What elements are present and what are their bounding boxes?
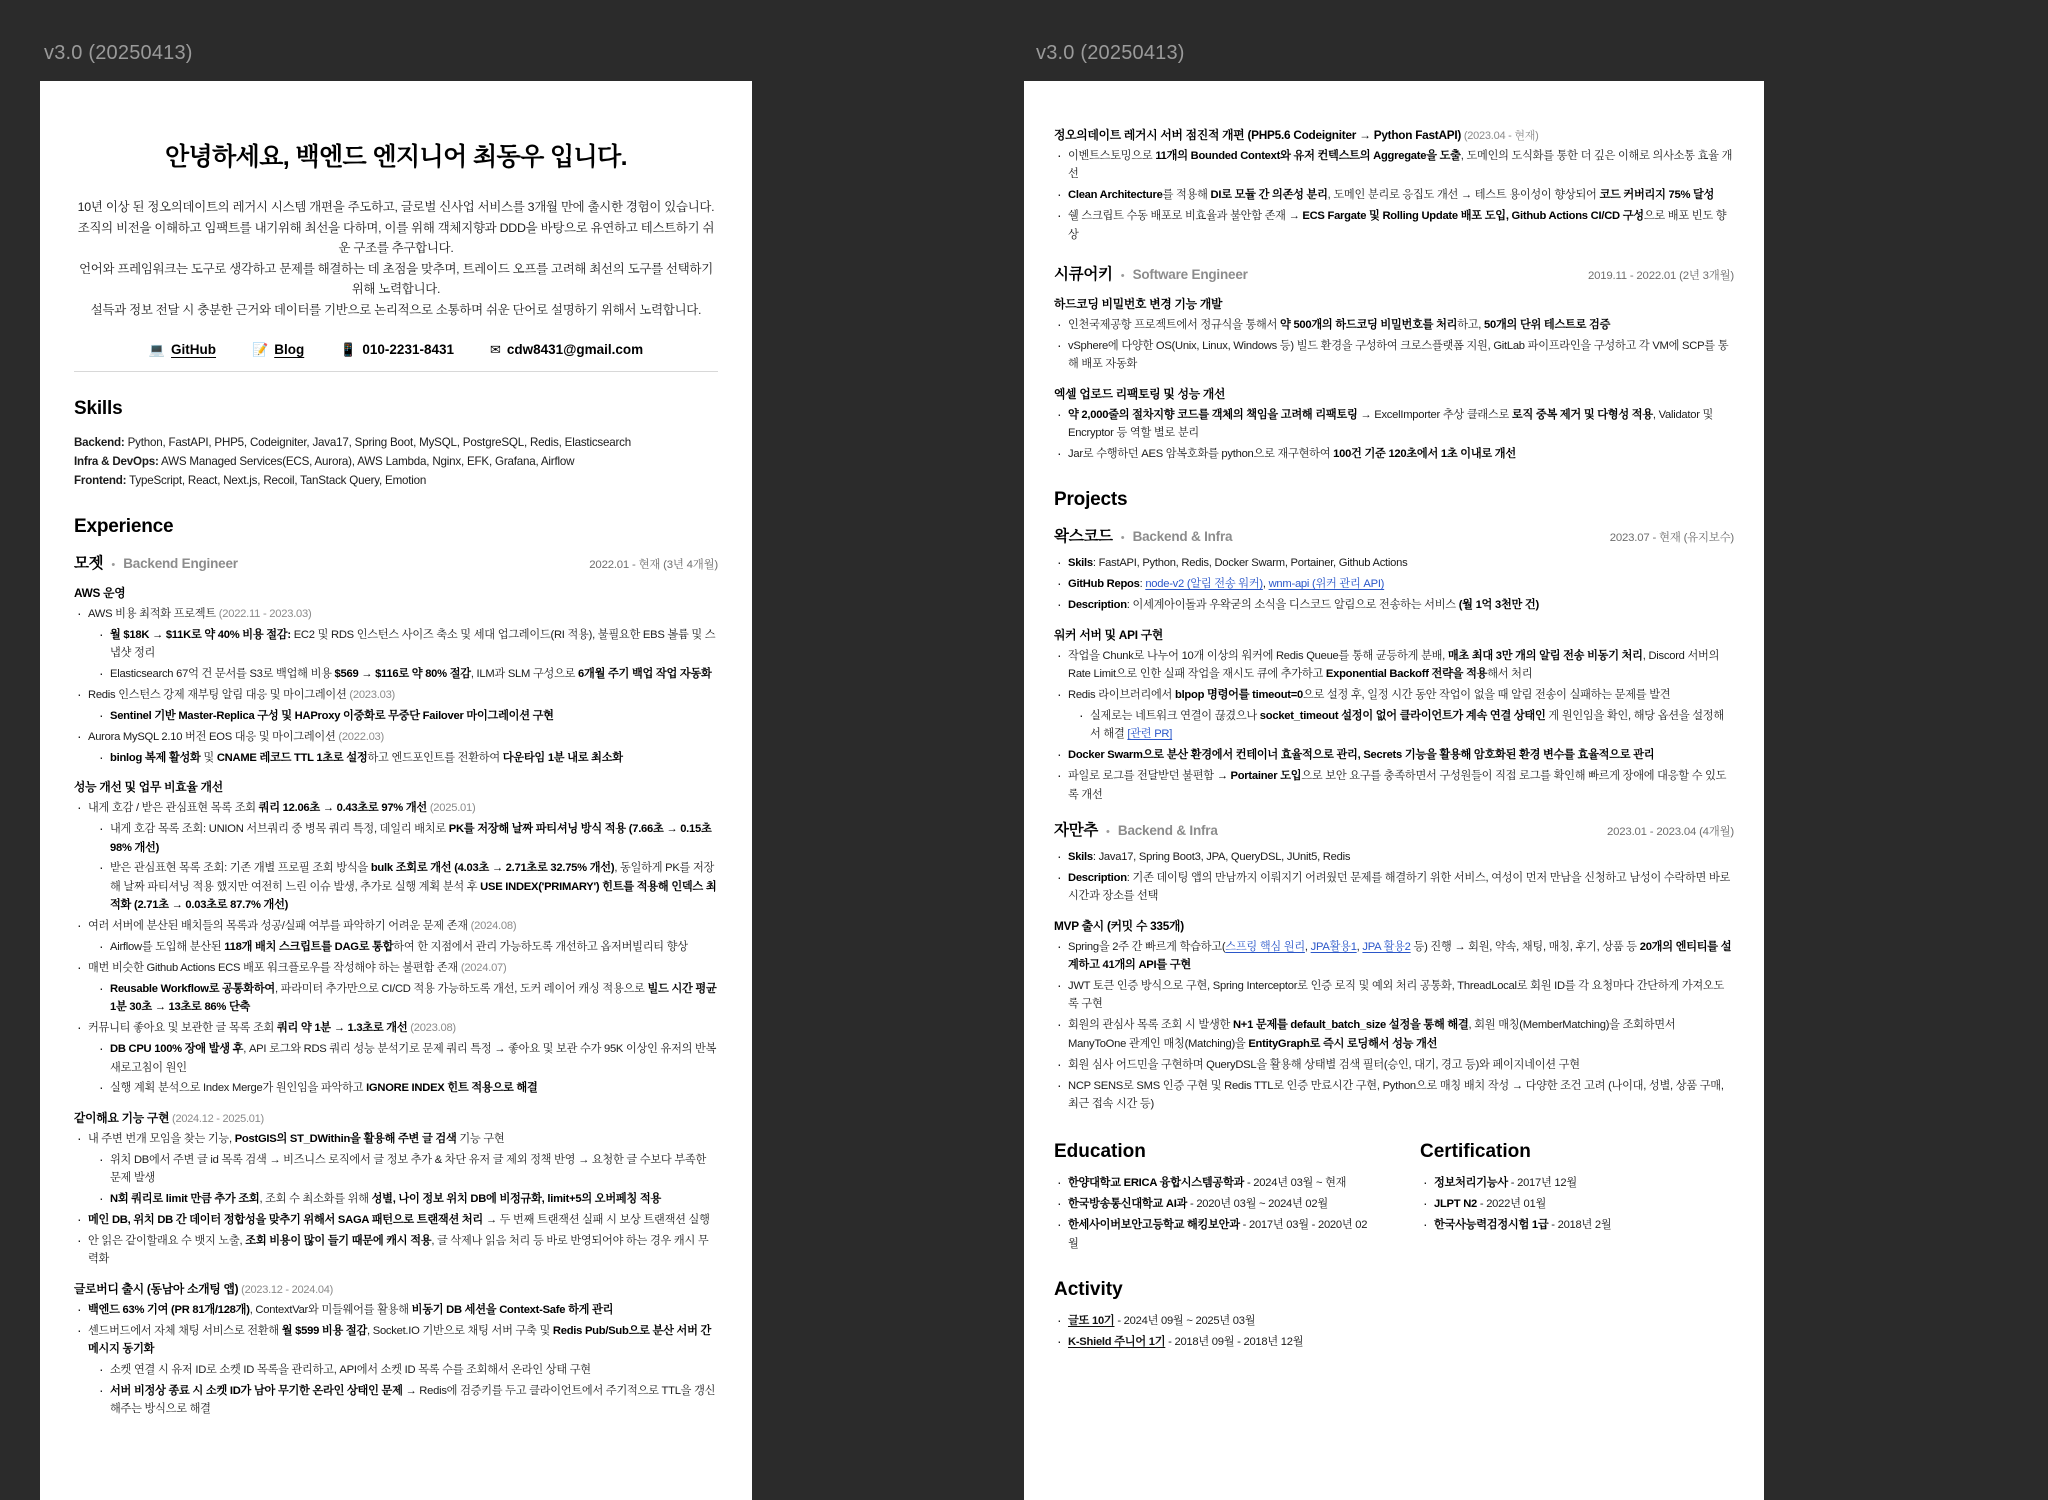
section-heading-certification: Certification [1420,1141,1531,1163]
list-item: · Description: 이세계아이돌과 우왁굳의 소식을 디스코드 알림으로 전송하는 서비스 (월 1억 3천만 건) [1054,596,1734,614]
list-item: · Skils: Java17, Spring Boot3, JPA, QueryDSL, JUnit5, Redis [1054,848,1734,866]
list-item: · Sentinel 기반 Master-Replica 구성 및 HAProxy 이중화로 무중단 Failover 마이그레이션 구현 [96,707,718,725]
bullet-separator-icon: • [111,559,116,571]
list-item: · 내게 호감 / 받은 관심표현 목록 조회 쿼리 12.06초 → 0.43초로 97% 개선 (2025.01) [74,799,718,817]
group-title: 하드코딩 비밀번호 변경 기능 개발 [1054,297,1223,312]
repo-link-node-v2[interactable]: node-v2 (알림 전송 워커) [1145,578,1263,591]
project-name: 왁스코드 [1054,528,1113,546]
list-item: · 작업을 Chunk로 나누어 10개 이상의 워커에 Redis Queue를 통해 균등하게 분배, 매초 최대 3만 개의 알림 전송 비동기 처리, Discord 서버의 Rate Limit으로 인한 실패 작업을 재시도 큐에 추가하고 Exponential Backoff 전략을 적용해서 처리 [1054,647,1734,684]
company-name: 시큐어키 [1054,266,1113,284]
list-item: · 여러 서버에 분산된 배치들의 목록과 성공/실패 여부를 파악하기 어려운 문제 존재 (2024.08) [74,917,718,935]
list-item: · Clean Architecture를 적용해 DI로 모듈 간 의존성 분리, 도메인 분리로 응집도 개선 → 테스트 용이성이 향상되어 코드 커버리지 75% 달성 [1054,186,1734,204]
project-date: 2023.01 - 2023.04 (4개월) [1607,825,1734,838]
section-heading-experience: Experience [74,516,174,537]
resume-sheet-page-2 [1024,81,1764,1500]
list-item: · JWT 토큰 인증 방식으로 구현, Spring Interceptor로 인증 로직 및 예외 처리 공통화, ThreadLocal로 회원 ID를 각 요청마다 간단하게 가져오도록 구현 [1054,977,1734,1014]
list-item: · Skils: FastAPI, Python, Redis, Docker Swarm, Portainer, Github Actions [1054,554,1734,572]
section-heading-activity: Activity [1054,1279,1123,1301]
bullet-list [96,707,718,725]
list-item: · 실행 계획 분석으로 Index Merge가 원인임을 파악하고 IGNORE INDEX 힌트 적용으로 해결 [96,1079,718,1097]
list-item: · AWS 비용 최적화 프로젝트 (2022.11 - 2023.03) [74,605,718,623]
list-item: · 회원 심사 어드민을 구현하며 QueryDSL을 활용해 상태별 검색 필터(승인, 대기, 경고 등)와 페이지네이션 구현 [1054,1056,1734,1074]
bullet-list [1054,1174,1368,1253]
course-link-spring[interactable]: 스프링 핵심 원리 [1225,940,1305,953]
list-item: · 매번 비슷한 Github Actions ECS 배포 워크플로우를 작성해야 하는 불편함 존재 (2024.07) [74,959,718,977]
skill-row-frontend [74,471,718,490]
list-item: · 서버 비정상 종료 시 소켓 ID가 남아 무기한 온라인 상태인 문제 → Redis에 검증키를 두고 클라이언트에서 주기적으로 TTL을 갱신해주는 방식으로 해결 [96,1382,718,1419]
header-divider [74,371,718,372]
intro-paragraph [74,197,718,320]
education-certification-row [1054,1117,1734,1255]
bullet-list [96,980,718,1017]
activity-link-kshield[interactable]: K-Shield 주니어 1기 [1068,1336,1166,1349]
list-item: · 쉘 스크립트 수동 배포로 비효율과 불안함 존재 → ECS Fargate 및 Rolling Update 배포 도입, Github Actions CI/CD 구성으로 배포 빈도 향상 [1054,207,1734,244]
list-item: · 내게 호감 목록 조회: UNION 서브쿼리 중 병목 쿼리 특정, 데일리 배치로 PK를 저장해 날짜 파티셔닝 방식 적용 (7.66초 → 0.15초 98% 개선) [96,820,718,857]
list-item: · 한양대학교 ERICA 융합시스템공학과 - 2024년 03월 ~ 현재 [1054,1174,1368,1192]
experience-company-header [74,551,718,573]
certification-block [1420,1117,1734,1255]
list-item: · Redis 인스턴스 강제 재부팅 알림 대응 및 마이그레이션 (2023.03) [74,686,718,704]
bullet-list [1054,147,1734,244]
contact-email [490,342,643,357]
list-item: · 인천국제공항 프로젝트에서 정규식을 통해서 약 500개의 하드코딩 비밀번호를 처리하고, 50개의 단위 테스트로 검증 [1054,316,1734,334]
section-heading-education: Education [1054,1141,1146,1163]
intro-line: 설득과 정보 전달 시 충분한 근거와 데이터를 기반으로 논리적으로 소통하며 쉬운 단어로 설명하기 위해서 노력합니다. [90,302,702,317]
list-item: · 커뮤니티 좋아요 및 보관한 글 목록 조회 쿼리 약 1분 → 1.3초로 개선 (2023.08) [74,1019,718,1037]
contact-row [74,342,718,357]
bullet-list [74,1301,718,1419]
list-item: · 안 읽은 같이할래요 수 뱃지 노출, 조회 비용이 많이 들기 때문에 캐시 적용, 글 삭제나 읽음 처리 등 바로 반영되어야 하는 경우 캐시 무력화 [74,1232,718,1269]
course-link-jpa1[interactable]: JPA활용1 [1310,940,1357,953]
list-item: · binlog 복제 활성화 및 CNAME 레코드 TTL 1초로 설정하고 엔드포인트를 전환하여 다운타임 1분 내로 최소화 [96,749,718,767]
company-name: 모젯 [74,555,104,572]
company-date: 2019.11 - 2022.01 (2년 3개월) [1587,270,1734,283]
bullet-list [96,626,718,684]
group-title: 정오의데이트 레거시 서버 점진적 개편 (PHP5.6 Codeigniter → Python FastAPI) (2023.04 - 현재) [1054,128,1539,142]
group-title: 글로버디 출시 (동남아 소개팅 앱) (2023.12 - 2024.04) [74,1281,334,1296]
bullet-list [74,605,718,767]
bullet-list [1420,1174,1734,1234]
bullet-list [1054,316,1734,374]
section-heading-skills: Skills [74,398,123,419]
list-item: · NCP SENS로 SMS 인증 구현 및 Redis TTL로 인증 만료시간 구현, Python으로 매칭 배치 작성 → 다양한 조건 고려 (나이대, 성별, 상품 구매, 최근 접속 시간 등) [1054,1077,1734,1114]
company-date: 2022.01 - 현재 (3년 4개월) [589,559,718,571]
blog-link-label[interactable]: Blog [274,342,305,357]
memo-icon: 📝 [252,342,269,357]
list-item: · 백엔드 63% 기여 (PR 81개/128개), ContextVar와 미들웨어를 활용해 비동기 DB 세션을 Context-Safe 하게 관리 [74,1301,718,1319]
bullet-separator-icon: • [1120,270,1125,283]
page-right [1024,0,2048,1500]
bullet-list [96,938,718,956]
group-title: 같이해요 기능 구현 (2024.12 - 2025.01) [74,1110,264,1125]
list-item: · Jar로 수행하던 AES 암복호화를 python으로 재구현하여 100건 기준 120초에서 1초 이내로 개선 [1054,445,1734,463]
group-title: AWS 운영 [74,586,126,600]
group-title: MVP 출시 (커밋 수 335개) [1054,918,1184,933]
company-role: Software Engineer [1132,267,1248,283]
list-item: · Docker Swarm으로 분산 환경에서 컨테이너 효율적으로 관리, Secrets 기능을 활용해 암호화된 환경 변수를 효율적으로 관리 [1054,746,1734,764]
skill-value: TypeScript, React, Next.js, Recoil, TanStack Query, Emotion [126,474,427,487]
list-item: · vSphere에 다양한 OS(Unix, Linux, Windows 등) 빌드 환경을 구성하여 크로스플랫폼 지원, GitLab 파이프라인을 구성하고 각 VM에 SCP를 통해 배포 자동화 [1054,337,1734,374]
list-item: · GitHub Repos: node-v2 (알림 전송 워커), wnm-api (위커 관리 API) [1054,575,1734,593]
repo-link-wnm-api[interactable]: wnm-api (위커 관리 API) [1268,578,1385,591]
github-link-label[interactable]: GitHub [171,342,217,357]
project-header [1054,524,1734,546]
skill-row-backend [74,433,718,452]
list-item: · 회원의 관심사 목록 조회 시 발생한 N+1 문제를 default_batch_size 설정을 통해 해결, 회원 매칭(MemberMatching)을 조회하면서 ManyToOne 관계인 매칭(Matching)을 EntityGraph로 즉시 로딩해서 성능 개선 [1054,1016,1734,1053]
group-title: 워커 서버 및 API 구현 [1054,627,1164,642]
list-item: · Description: 기존 데이팅 앱의 만남까지 이뤄지기 어려웠던 문제를 해결하기 위한 서비스, 여성이 먼저 만남을 신청하고 남성이 수락하면 바로 시간과 장소를 선택 [1054,869,1734,906]
envelope-icon: ✉ [490,342,501,357]
project-role: Backend & Infra [1132,529,1233,545]
bullet-list [1076,707,1734,744]
education-block [1054,1117,1368,1255]
list-item: · 한국방송통신대학교 AI과 - 2020년 03월 ~ 2024년 02월 [1054,1195,1368,1213]
intro-line: 10년 이상 된 정오의데이트의 레거시 시스템 개편을 주도하고, 글로벌 신사업 서비스를 3개월 만에 출시한 경험이 있습니다. [77,200,715,214]
list-item: · Reusable Workflow로 공통화하여, 파라미터 추가만으로 CI/CD 적용 가능하도록 개선, 도커 레이어 캐싱 적용으로 빌드 시간 평균 1분 30초 → 13초로 86% 단축 [96,980,718,1017]
list-item: · 약 2,000줄의 절차지향 코드를 객체의 책임을 고려해 리팩토링 → ExcelImporter 추상 클래스로 로직 중복 제거 및 다형성 적용, Validator 및 Encryptor 등 역할 별로 분리 [1054,406,1734,443]
intro-line: 언어와 프레임워크는 도구로 생각하고 문제를 해결하는 데 초점을 맞추며, 트레이드 오프를 고려해 최선의 도구를 선택하기 위해 노력합니다. [79,261,713,296]
intro-line: 조직의 비전을 이해하고 임팩트를 내기위해 최선을 다하며, 이를 위해 객체지향과 DDD을 바탕으로 유연하고 테스트하기 쉬운 구조를 추구합니다. [77,220,715,255]
activity-link-geulddo[interactable]: 글또 10기 [1068,1315,1115,1328]
contact-github[interactable] [149,342,216,357]
list-item: · 소켓 연결 시 유저 ID로 소켓 ID 목록을 관리하고, API에서 소켓 ID 목록 수를 조회해서 온라인 상태 구현 [96,1361,718,1379]
list-item: · 정보처리기능사 - 2017년 12월 [1420,1174,1734,1192]
skill-label: Frontend: [74,474,127,487]
email-address: cdw8431@gmail.com [506,342,644,357]
bullet-list [74,799,718,1098]
version-label-right: v3.0 (20250413) [1036,42,1185,64]
list-item: · Aurora MySQL 2.10 버전 EOS 대응 및 마이그레이션 (2022.03) [74,728,718,746]
project-name: 자만추 [1054,821,1099,839]
bullet-separator-icon: • [1106,825,1110,838]
skill-value: AWS Managed Services(ECS, Aurora), AWS Lambda, Nginx, EFK, Grafana, Airflow [158,455,575,468]
company-role: Backend Engineer [123,556,238,571]
bullet-list [1054,1312,1734,1351]
skill-value: Python, FastAPI, PHP5, Codeigniter, Java17, Spring Boot, MySQL, PostgreSQL, Redis, Elasticsearch [124,436,632,449]
list-item: · 파일로 로그를 전달받던 불편함 → Portainer 도입으로 보안 요구를 충족하면서 구성원들이 직접 로그를 확인해 빠르게 장애에 대응할 수 있도록 개선 [1054,767,1734,804]
related-pr-link[interactable]: [관련 PR] [1127,728,1173,741]
list-item: · 월 $18K → $11K로 약 40% 비용 절감: EC2 및 RDS 인스턴스 사이즈 축소 및 세대 업그레이드(RI 적용), 불필요한 EBS 볼륨 및 스냅샷 정리 [96,626,718,663]
list-item: · 받은 관심표현 목록 조회: 기존 개별 프로필 조회 방식을 bulk 조회로 개선 (4.03초 → 2.71초로 32.75% 개선), 동일하게 PK를 저장해 날짜 파티셔닝 적용 했지만 여전히 느린 이슈 발생, 추가로 실행 계획 분석 후 USE INDEX('PRIMARY') 힌트를 적용해 인덱스 최적화 (2.71초 → 0.03초로 87.7% 개선) [96,859,718,914]
bullet-list [74,1130,718,1269]
version-label-left: v3.0 (20250413) [44,42,193,64]
bullet-list [96,1361,718,1419]
list-item: · 한국사능력검정시험 1급 - 2018년 2월 [1420,1216,1734,1234]
list-item: · Elasticsearch 67억 건 문서를 S3로 백업해 비용 $569 → $116로 약 80% 절감, ILM과 SLM 구성으로 6개월 주기 백업 작업 자동화 [96,665,718,683]
resume-sheet-page-1 [40,81,752,1500]
bullet-list [96,749,718,767]
project-header [1054,818,1734,840]
phone-number: 010-2231-8431 [362,342,454,357]
bullet-list [96,820,718,915]
bullet-list [1054,848,1734,906]
list-item: · 실제로는 네트워크 연결이 끊겼으나 socket_timeout 설정이 없어 클라이언트가 계속 연결 상태인 게 원인임을 확인, 해당 옵션을 설정해서 해결 [관련 PR] [1076,707,1734,744]
list-item: · Spring을 2주 간 빠르게 학습하고(스프링 핵심 원리, JPA활용1, JPA 활용2 등) 진행 → 회원, 약속, 채팅, 매칭, 후기, 상품 등 20개의 엔티티를 설계하고 41개의 API를 구현 [1054,938,1734,975]
list-item: · 이벤트스토밍으로 11개의 Bounded Context와 유저 컨텍스트의 Aggregate을 도출, 도메인의 도식화를 통한 더 깊은 이해로 의사소통 효율 개선 [1054,147,1734,184]
bullet-list [96,1151,718,1209]
list-item: · 메인 DB, 위치 DB 간 데이터 정합성을 맞추기 위해서 SAGA 패턴으로 트랜잭션 처리 → 두 번째 트랜잭션 실패 시 보상 트랜잭션 실행 [74,1211,718,1229]
skill-label: Infra & DevOps: [74,455,159,468]
list-item: · 글또 10기 - 2024년 09월 ~ 2025년 03월 [1054,1312,1734,1330]
group-title: 엑셀 업로드 리팩토링 및 성능 개선 [1054,386,1226,401]
course-link-jpa2[interactable]: JPA 활용2 [1362,940,1411,953]
bullet-separator-icon: • [1120,532,1125,545]
bullet-list [96,1040,718,1098]
bullet-list [1054,554,1734,614]
list-item: · 한세사이버보안고등학교 해킹보안과 - 2017년 03월 - 2020년 02월 [1054,1216,1368,1253]
skill-label: Backend: [74,436,125,449]
list-item: · K-Shield 주니어 1기 - 2018년 09월 - 2018년 12월 [1054,1333,1734,1351]
group-title: 성능 개선 및 업무 비효율 개선 [74,780,223,795]
experience-company-header [1054,262,1734,284]
list-item: · JLPT N2 - 2022년 01월 [1420,1195,1734,1213]
list-item: · 센드버드에서 자체 채팅 서비스로 전환해 월 $599 비용 절감, Socket.IO 기반으로 채팅 서버 구축 및 Redis Pub/Sub으로 분산 서버 간 메시지 동기화 [74,1322,718,1359]
list-item: · Airflow를 도입해 분산된 118개 배치 스크립트를 DAG로 통합하여 한 지점에서 관리 가능하도록 개선하고 옵저버빌리티 향상 [96,938,718,956]
bullet-list [1054,938,1734,1114]
list-item: · DB CPU 100% 장애 발생 후, API 로그와 RDS 쿼리 성능 분석기로 문제 쿼리 특정 → 좋아요 및 보관 수가 95K 이상인 유저의 반복 새로고침이 원인 [96,1040,718,1077]
mobile-phone-icon: 📱 [340,342,357,357]
laptop-icon: 💻 [148,342,166,357]
contact-blog[interactable] [252,342,304,357]
list-item: · Redis 라이브러리에서 blpop 명령어를 timeout=0으로 설정 후, 일정 시간 동안 작업이 없을 때 알림 전송이 실패하는 문제를 발견 [1054,686,1734,704]
list-item: · 위치 DB에서 주변 글 id 목록 검색 → 비즈니스 로직에서 글 정보 추가 & 차단 유저 글 제외 정책 반영 → 요청한 글 수보다 부족한 문제 발생 [96,1151,718,1188]
project-date: 2023.07 - 현재 (유지보수) [1609,532,1734,545]
list-item: · N회 쿼리로 limit 만큼 추가 조회, 조회 수 최소화를 위해 성별, 나이 정보 위치 DB에 비정규화, limit+5의 오버페칭 적용 [96,1190,718,1208]
page-title: 안녕하세요, 백엔드 엔지니어 최동우 입니다. [165,143,627,171]
section-heading-projects: Projects [1054,489,1128,511]
skill-row-infra [74,452,718,471]
contact-phone [340,342,454,357]
bullet-list [1054,406,1734,464]
project-role: Backend & Infra [1117,822,1218,838]
list-item: · 내 주변 번개 모임을 찾는 기능, PostGIS의 ST_DWithin을 활용해 주변 글 검색 기능 구현 [74,1130,718,1148]
bullet-list [1054,647,1734,804]
